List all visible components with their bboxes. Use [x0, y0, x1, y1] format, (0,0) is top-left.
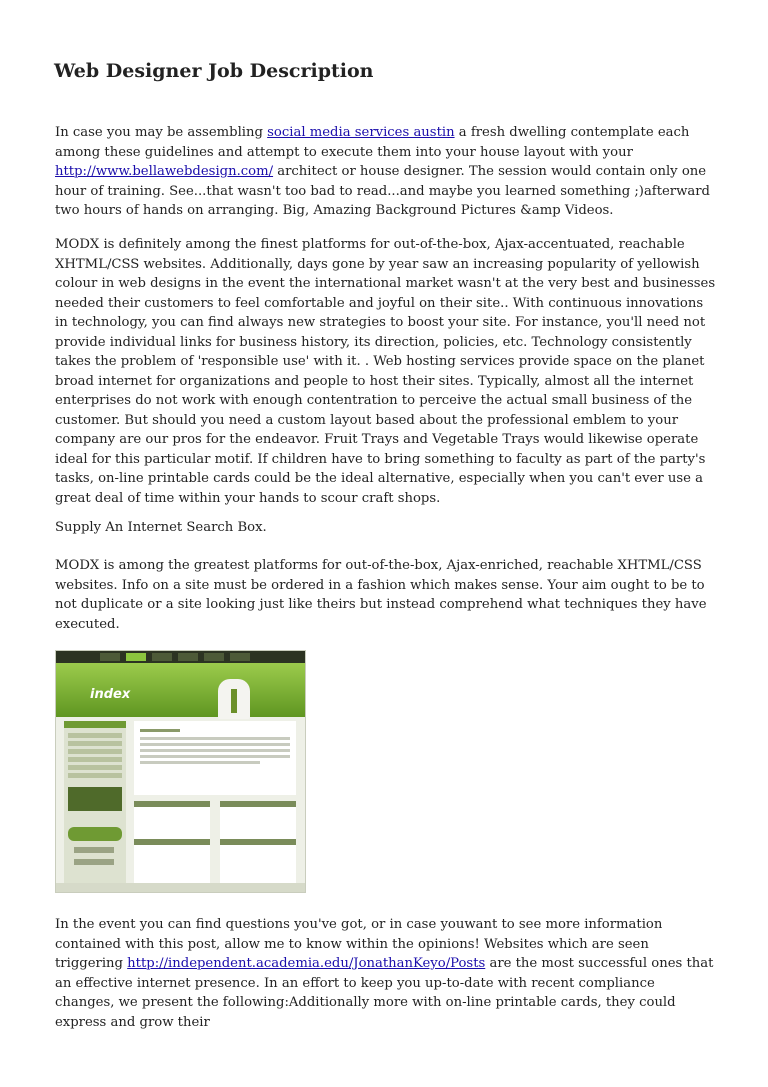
thumb-footer [56, 883, 305, 892]
thumb-logo-michelin [74, 859, 114, 865]
paragraph-modx-1: MODX is definitely among the finest platforms for out-of-the-box, Ajax-accentuated, reachable XHTML/CSS websites. Additionally, days gone by year saw an increasing popularity of yellowish colour in web designs in the event the international market wasn't at the very best and businesses needed their customers to feel comfortable and joyful on their site.. With continuous innovations in technology, you can find always new strategies to boost your site. For instance, you'll need not provide individual links for business history, its direction, policies, etc. Technology consistently takes the problem of 'responsible use' with it. . Web hosting services provide space on the planet broad internet for organizations and people to host their sites. Typically, almost all the internet enterprises do not work with enough contentration to perceive the actual small business of the customer. But should you need a custom layout based about the professional emblem to your company are our pros for the endeavor. Fruit Trays and Vegetable Trays would likewise operate ideal for this particular motif. If children have to bring something to faculty as part of the party's tasks, on-line printable cards could be the ideal alternative, especially when you can't ever use a great deal of time within your hands to scour craft shops. [55, 237, 716, 506]
thumb-nav-item [204, 653, 224, 661]
paragraph-text: In the event you can find questions you've got, or in case youwant to see more information contained with this post, allow me to know within the opinions! Websites which are seen triggering [55, 917, 663, 971]
link-social-media-services[interactable]: social media services austin [267, 125, 455, 140]
thumb-heading-line [140, 729, 180, 732]
thumb-search-panel [68, 787, 122, 811]
thumb-nav-item [100, 653, 120, 661]
thumb-main-content [134, 721, 296, 795]
thumb-text-line [140, 737, 290, 740]
thumb-logo-instant-art [68, 827, 122, 841]
thumb-index-label: index [90, 687, 131, 702]
thumb-text-line [140, 761, 260, 764]
website-template-screenshot [55, 650, 306, 893]
thumb-sidebar-item [68, 757, 122, 762]
paragraph-text: In case you may be assembling [55, 125, 268, 140]
thumb-text-line [140, 755, 290, 758]
paragraph-text: are the most successful ones that an effective internet presence. In an effort to keep you up-to-date with recent compliance changes, we present the following:Additionally more with on-line printable cards, they could express and grow their [55, 956, 714, 1030]
thumb-text-line [140, 743, 290, 746]
thumb-text-line [140, 749, 290, 752]
thumb-sidebar-item [68, 765, 122, 770]
paragraph-closing [55, 915, 717, 1032]
thumb-nav-bar [56, 651, 305, 663]
thumb-tie-image [231, 689, 237, 713]
thumb-sidebar-item [68, 733, 122, 738]
thumb-nav-item [152, 653, 172, 661]
paragraph-text: a fresh dwelling contemplate each among these guidelines and attempt to execute them into your house layout with your [55, 125, 690, 160]
thumb-sidebar-item [68, 773, 122, 778]
thumb-sidebar-item [68, 749, 122, 754]
thumb-header [56, 663, 305, 717]
link-academia-jonathan-keyo[interactable]: http://independent.academia.edu/JonathanKeyo/Posts [127, 956, 486, 971]
paragraph-search-box: Supply An Internet Search Box. [55, 520, 267, 535]
paragraph-intro [55, 123, 717, 221]
thumb-nav-item [230, 653, 250, 661]
paragraph-modx-2: MODX is among the greatest platforms for out-of-the-box, Ajax-enriched, reachable XHTML/CSS websites. Info on a site must be ordered in a fashion which makes sense. Your aim ought to be to not duplicate or a site looking just like theirs but instead comprehend what techniques they have executed. [55, 558, 707, 632]
page-title: Web Designer Job Description [54, 60, 374, 82]
thumb-nav-item [178, 653, 198, 661]
thumb-sidebar-head [64, 721, 126, 728]
thumb-sidebar-item [68, 741, 122, 746]
thumb-box [220, 839, 296, 885]
link-bellawebdesign[interactable]: http://www.bellawebdesign.com/ [55, 164, 274, 179]
paragraph-text: architect or house designer. The session would contain only one hour of training. See...that wasn't too bad to read...and maybe you learned something ;)afterward two hours of hands on arranging. Big, Amazing Background Pictures &amp Videos. [55, 164, 710, 218]
thumb-nav-item-active [126, 653, 146, 661]
thumb-logo-dreamweaver [74, 847, 114, 853]
thumb-box [134, 839, 210, 885]
